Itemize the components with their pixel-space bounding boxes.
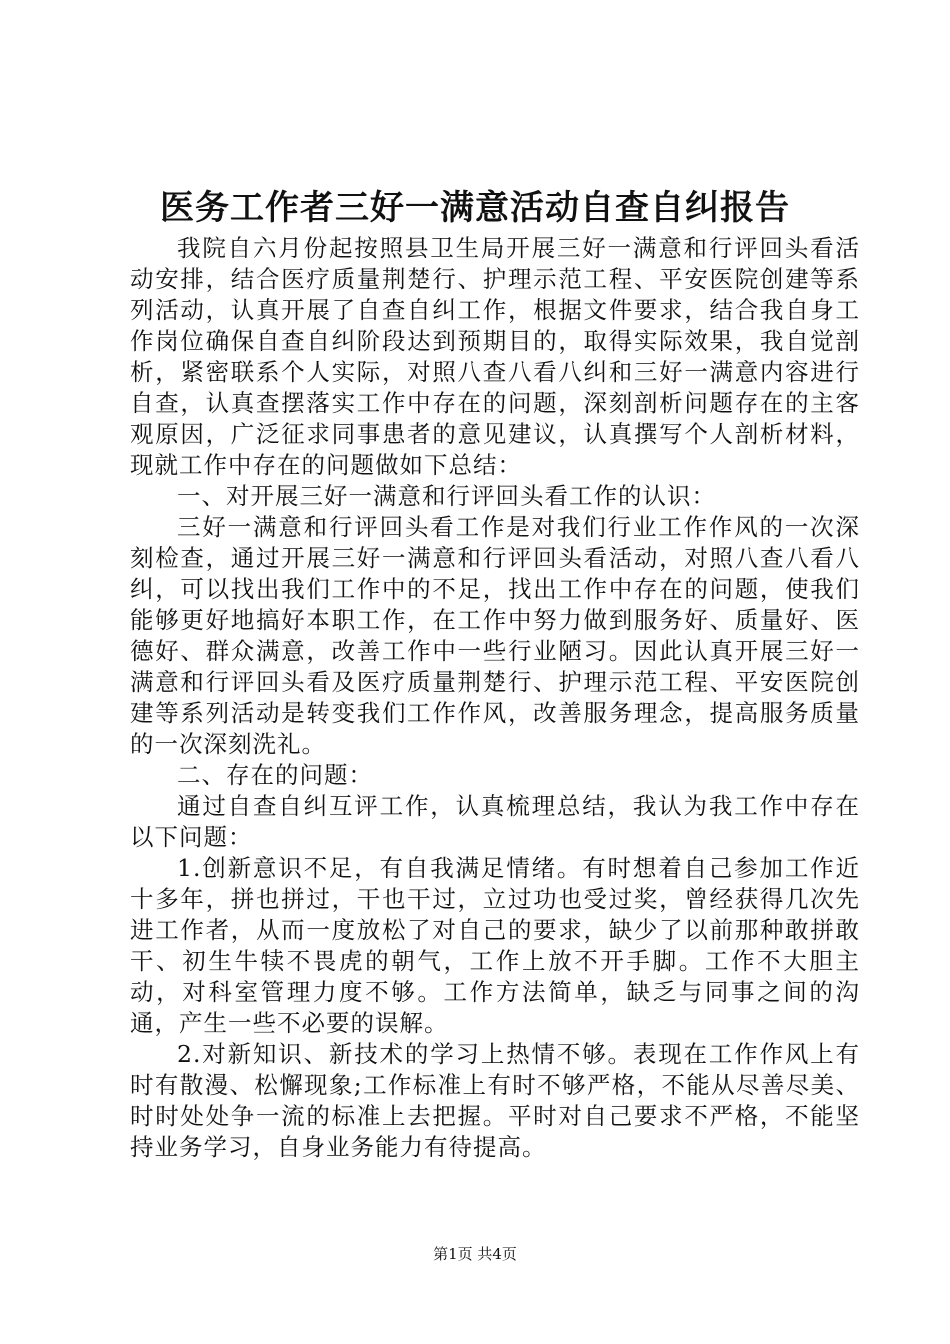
paragraph-problem-1: 1.创新意识不足，有自我满足情绪。有时想着自己参加工作近十多年，拼也拼过，干也干过，立过功也受过奖，曾经获得几次先进工作者，从而一度放松了对自己的要求，缺少了以前那种敢拼敢干、初生牛犊不畏虎的朝气，工作上放不开手脚。工作不大胆主动，对科室管理力度不够。工作方法简单，缺乏与同事之间的沟通，产生一些不必要的误解。 xyxy=(130,854,860,1037)
page-footer: 第1页 共4页 xyxy=(433,1245,517,1263)
paragraph-section-2-intro: 通过自查自纠互评工作，认真梳理总结，我认为我工作中存在以下问题： xyxy=(130,792,860,851)
document-body xyxy=(130,233,860,1163)
heading-section-2: 二、存在的问题： xyxy=(177,761,373,789)
paragraph-section-1: 三好一满意和行评回头看工作是对我们行业工作作风的一次深刻检查，通过开展三好一满意和行评回头看活动，对照八查八看八纠，可以找出我们工作中的不足，找出工作中存在的问题，使我们能够更好地搞好本职工作，在工作中努力做到服务好、质量好、医德好、群众满意，改善工作中一些行业陋习。因此认真开展三好一满意和行评回头看及医疗质量荆楚行、护理示范工程、平安医院创建等系列活动是转变我们工作作风，改善服务理念，提高服务质量的一次深刻洗礼。 xyxy=(130,513,860,758)
paragraph-intro: 我院自六月份起按照县卫生局开展三好一满意和行评回头看活动安排，结合医疗质量荆楚行、护理示范工程、平安医院创建等系列活动，认真开展了自查自纠工作，根据文件要求，结合我自身工作岗位确保自查自纠阶段达到预期目的，取得实际效果，我自觉剖析，紧密联系个人实际，对照八查八看八纠和三好一满意内容进行自查，认真查摆落实工作中存在的问题，深刻剖析问题存在的主客观原因，广泛征求同事患者的意见建议，认真撰写个人剖析材料，现就工作中存在的问题做如下总结： xyxy=(130,234,860,479)
heading-section-1: 一、对开展三好一满意和行评回头看工作的认识： xyxy=(177,482,716,510)
document-title: 医务工作者三好一满意活动自查自纠报告 xyxy=(160,188,790,228)
paragraph-problem-2: 2.对新知识、新技术的学习上热情不够。表现在工作作风上有时有散漫、松懈现象;工作标准上有时不够严格，不能从尽善尽美、时时处处争一流的标准上去把握。平时对自己要求不严格，不能坚持业务学习，自身业务能力有待提高。 xyxy=(130,1040,860,1161)
